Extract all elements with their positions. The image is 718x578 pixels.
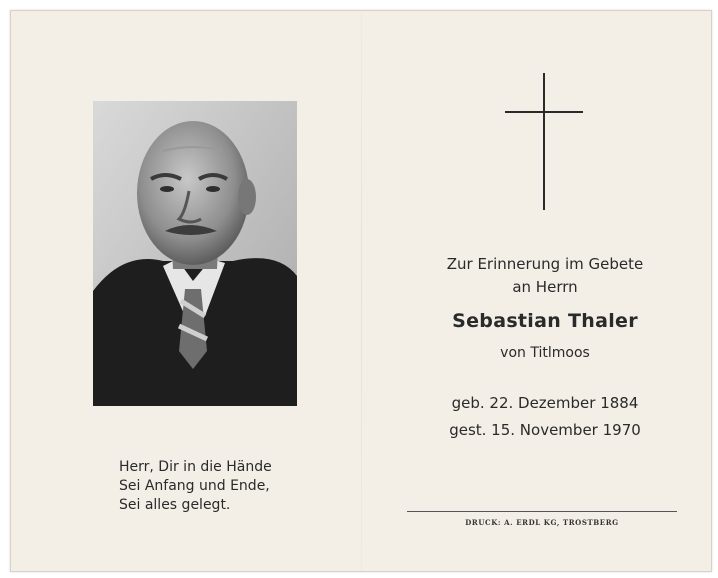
memorial-intro: Zur Erinnerung im Gebete [446,255,644,273]
birth-date: geb. 22. Dezember 1884 [451,394,639,412]
fold-line [361,11,362,571]
divider [407,511,677,512]
salutation: an Herrn [512,278,578,296]
memorial-card [10,10,712,572]
origin-place: von Titlmoos [500,345,590,361]
deceased-name: Sebastian Thaler [452,310,638,332]
printer-credit: DRUCK: A. ERDL KG, TROSTBERG [465,518,619,527]
verse-line: Sei alles gelegt. [119,497,231,513]
prayer-verse [119,458,349,515]
cross-icon [505,73,585,210]
portrait-illustration [93,101,297,406]
death-date: gest. 15. November 1970 [449,421,641,439]
portrait-photo [93,101,297,406]
verse-line: Herr, Dir in die Hände [119,459,272,475]
verse-line: Sei Anfang und Ende, [119,478,270,494]
